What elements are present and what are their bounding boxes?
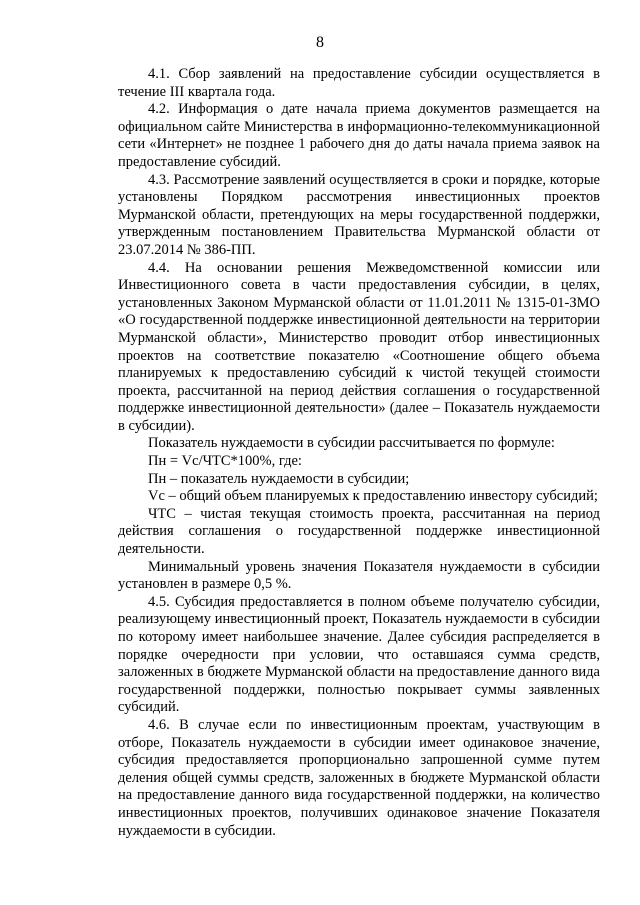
paragraph-4-3: 4.3. Рассмотрение заявлений осуществляется в сроки и порядке, которые установлены Порядком рассмотрения инвестиционных проектов Мурманской области, претендующих на меры государственной поддержки, утвержденным постановлением Правительства Мурманской области от 23.07.2014 № 386-ПП. (118, 171, 600, 258)
minimum-level-paragraph: Минимальный уровень значения Показателя нуждаемости в субсидии установлен в размере 0,5 %. (118, 558, 600, 593)
formula: Пн = Vс/ЧТС*100%, где: (148, 453, 302, 470)
paragraph-4-1: 4.1. Сбор заявлений на предоставление субсидии осуществляется в течение III квартала года. (118, 66, 600, 100)
page-number: 8 (316, 34, 324, 51)
paragraph-4-6: 4.6. В случае если по инвестиционным проектам, участвующим в отборе, Показатель нуждаемости в субсидии имеет одинаковое значение, субсидия предоставляется пропорционально запрошенной сумме путем деления общей суммы средств, заложенных в бюджете Мурманской области на предоставление данного вида государственной поддержки, на количество инвестиционных проектов, получивших одинаковое значение Показателя нуждаемости в субсидии. (118, 716, 600, 839)
paragraph-4-4: 4.4. На основании решения Межведомственной комиссии или Инвестиционного совета в части предоставления субсидии, в целях, установленных Законом Мурманской области от 11.01.2011 № 1315-01-ЗМО «О государственной поддержке инвестиционной деятельности на территории Мурманской области», Министерство проводит отбор инвестиционных проектов на соответствие показателю «Соотношение общего объема планируемых к предоставлению субсидий к чистой текущей стоимости проекта, рассчитанной на период действия соглашения о государственной поддержке инвестиционной деятельности» (далее – Показатель нуждаемости в субсидии). (118, 259, 600, 434)
document-body (118, 66, 600, 840)
formula-definition-chts: ЧТС – чистая текущая стоимость проекта, рассчитанная на период действия соглашения о государственной поддержке инвестиционной деятельности. (118, 505, 600, 558)
paragraph-4-2: 4.2. Информация о дате начала приема документов размещается на официальном сайте Министерства в информационно-телекоммуникационной сети «Интернет» не позднее 1 рабочего дня до даты начала приема заявок на предоставление субсидий. (118, 101, 600, 170)
formula-definition-vs: Vс – общий объем планируемых к предоставлению инвестору субсидий; (148, 488, 598, 505)
formula-definition-pn: Пн – показатель нуждаемости в субсидии; (148, 470, 410, 487)
formula-intro: Показатель нуждаемости в субсидии рассчитывается по формуле: (148, 435, 555, 452)
paragraph-4-5: 4.5. Субсидия предоставляется в полном объеме получателю субсидии, реализующему инвестиционный проект, Показатель нуждаемости в субсидии по которому имеет наибольшее значение. Далее субсидия распределяется в порядке очередности при условии, что оставшаяся сумма средств, заложенных в бюджете Мурманской области на предоставление данного вида государственной поддержки, полностью покрывает суммы заявленных субсидий. (118, 593, 600, 716)
